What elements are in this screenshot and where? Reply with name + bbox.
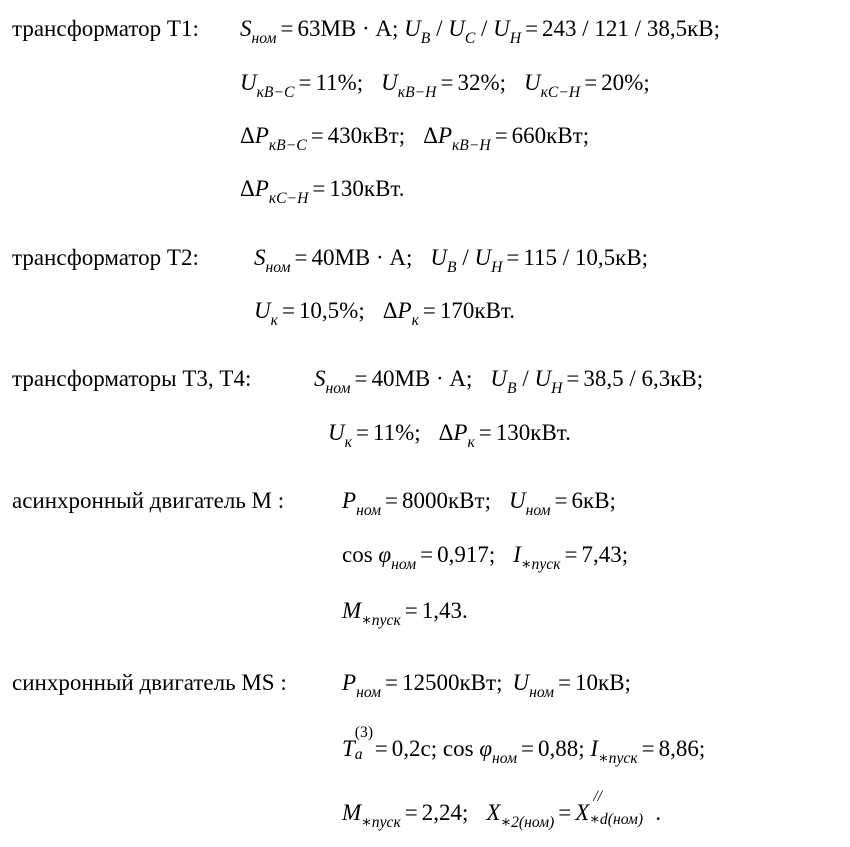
m-mpusk: 1,43 [421, 598, 463, 623]
t2-u-ratio: 115 / 10,5кВ [523, 245, 642, 270]
m-cos: 0,917 [437, 542, 489, 567]
t1-label: трансформатор Т1: [12, 16, 199, 41]
t2-uk: 10,5% [298, 298, 359, 323]
ms-mpusk: 2,24 [421, 800, 463, 825]
ms-ipusk: 8,86 [658, 736, 699, 761]
t1-pkvn: 660кВт [511, 123, 583, 148]
t1-ukvn: 32% [457, 70, 500, 95]
ms-formula-1: $P_{ном} = 12500кВт$; $U_{ном} = 10кВ$; [342, 670, 631, 702]
t34-formula-2: $U_к = 11\%$; $\Delta P_к = 130кВт$. [328, 420, 571, 452]
m-pnom: 8000кВт [402, 488, 485, 513]
ms-cos: 0,88 [537, 736, 579, 761]
t1-pkcn: 130кВт [329, 176, 399, 201]
ms-label: синхронный двигатель MS : [12, 670, 287, 695]
t1-ukvc: 11% [315, 70, 357, 95]
t34-uk: 11% [372, 420, 415, 445]
ms-pnom: 12500кВт [402, 670, 497, 695]
m-formula-2: $\cos \varphi_{ном} = 0,917$; $I_{∗пуск} = 7,43$; [342, 542, 629, 574]
t34-u-ratio: 38,5 / 6,3кВ [583, 366, 697, 391]
ms-formula-3: $M_{∗пуск} = 2,24$; $X_{∗2(ном)} = X$ // ∗d(ном) . [342, 788, 662, 832]
t34-formula-1: $S_{ном} = 40МВ \cdot А$; $U_В / U_Н = 38,5 / 6,3кВ$; [314, 366, 704, 398]
t1-u-ratio: 243 / 121 / 38,5кВ [542, 16, 714, 41]
t1-snom: 63МВ · А [297, 16, 392, 41]
t2-snom: 40МВ · А [311, 245, 406, 270]
t1-formula-3: $\Delta P_{кВ-С} = 430кВт$; $\Delta P_{кВ-Н} = 660кВт$; [240, 123, 590, 155]
t2-label: трансформатор Т2: [12, 245, 199, 270]
ms-formula-2: T (3) a = 0,2с; $\cos \varphi_{ном} = 0,88$; $I_{∗пуск} = 8,86$; [342, 724, 706, 768]
m-unom: 6кВ [571, 488, 610, 513]
t1-ukcn: 20% [601, 70, 644, 95]
ms-unom: 10кВ [575, 670, 625, 695]
t2-pk: 170кВт [439, 298, 510, 323]
t1-formula-4: $\Delta P_{кС-Н} = 130кВт$. [240, 176, 405, 208]
t34-label: трансформаторы Т3, Т4: [12, 366, 252, 391]
t1-pkvc: 430кВт [327, 123, 399, 148]
t34-pk: 130кВт [495, 420, 566, 445]
m-ipusk: 7,43 [581, 542, 622, 567]
t1-formula-2: $U_{кВ-С} = 11\%$; $U_{кВ-Н} = 32\%$; $U_{кС-Н} = 20\%$; [240, 70, 650, 102]
t2-formula-2: $U_к = 10,5\%$; $\Delta P_к = 170кВт$. [254, 298, 515, 330]
ms-ta: 0,2с [391, 736, 431, 761]
m-formula-1: $P_{ном} = 8000кВт$; $U_{ном} = 6кВ$; [342, 488, 616, 520]
t34-snom: 40МВ · А [371, 366, 466, 391]
m-label: асинхронный двигатель М : [12, 488, 285, 513]
t1-formula-1: $S_{ном} = 63МВ \cdot А$; $U_В / U_С / U_Н = 243 / 121 / 38,5кВ$; [240, 16, 720, 48]
m-formula-3: $M_{∗пуск} = 1,43$. [342, 598, 468, 630]
t2-formula-1: $S_{ном} = 40МВ \cdot А$; $U_В / U_Н = 115 / 10,5кВ$; [254, 245, 649, 277]
